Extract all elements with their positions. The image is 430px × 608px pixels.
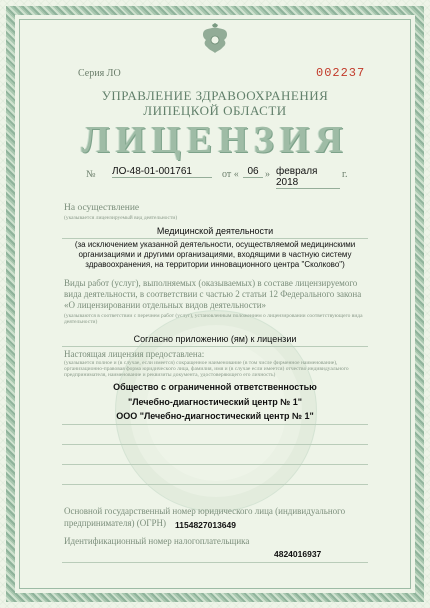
holder-rule-2	[62, 444, 368, 445]
inn-label: Идентификационный номер налогоплательщика	[64, 536, 250, 546]
inn-value: 4824016937	[274, 549, 322, 559]
holder-rule-4	[62, 484, 368, 485]
holder-rule-3	[62, 464, 368, 465]
activity-hint: (указывается лицензируемый вид деятельности)	[64, 215, 178, 221]
activity-label: На осуществление	[64, 203, 140, 213]
works-hint: (указываются в соответствии с перечнем работ (услуг), установленным положением о лицензировании соответствующего вида деятельности)	[64, 313, 363, 325]
series-number: 002237	[316, 66, 366, 80]
holder-line1: Общество с ограниченной ответственностью	[113, 382, 317, 392]
activity-note: (за исключением указанной деятельности, осуществляемой медицинскими организациями и другими организациями, входящими в частную систему здравоохранения, на территории инновационного центра "Сколково")	[74, 240, 356, 269]
document-title: ЛИЦЕНЗИЯ	[81, 119, 349, 161]
year-suffix: г.	[342, 169, 348, 180]
works-label: Виды работ (услуг), выполняемых (оказываемых) в составе лицензируемого вида деятельности, в соответствии с частью 2 статьи 12 Федерального закона «О лицензировании отдельных видов деятельности»	[64, 278, 362, 310]
license-number: ЛО-48-01-001761	[112, 166, 212, 178]
issuing-authority-line2: ЛИПЕЦКОЙ ОБЛАСТИ	[143, 103, 287, 118]
works-rule	[62, 346, 368, 347]
activity-rule	[62, 238, 368, 239]
ogrn-label: Основной государственный номер юридического лица (индивидуального предпринимателя) (ОГРН)	[64, 506, 346, 528]
series-label: Серия ЛО	[78, 68, 121, 79]
holder-label: Настоящая лицензия предоставлена:	[64, 349, 205, 359]
double-headed-eagle-emblem-icon	[199, 23, 231, 57]
date-from-label: от «	[222, 169, 239, 180]
holder-rule	[62, 424, 368, 425]
ogrn-value: 1154827013649	[175, 520, 236, 530]
holder-hint: (указывается полное и (в случае, если имеется) сокращенное наименование (в том числе фирменное наименование), организационно-правовая форма юридического лица, фамилия, имя и (в случае если имеется) отчество индивидуального предпринимателя, наименование и реквизиты документа, удостоверяющего его личность)	[64, 360, 349, 378]
holder-line3: ООО "Лечебно-диагностический центр № 1"	[116, 411, 314, 421]
date-close-quote: »	[265, 169, 270, 180]
issuing-authority-line1: УПРАВЛЕНИЕ ЗДРАВООХРАНЕНИЯ	[101, 88, 329, 103]
license-number-label: №	[86, 169, 96, 180]
holder-line2: "Лечебно-диагностический центр № 1"	[127, 397, 303, 407]
inn-rule	[62, 562, 368, 563]
license-date-day: 06	[243, 166, 263, 178]
license-date-month-year: февраля 2018	[276, 166, 340, 189]
activity-value: Медицинской деятельности	[156, 226, 274, 236]
works-value: Согласно приложению (ям) к лицензии	[133, 334, 297, 344]
